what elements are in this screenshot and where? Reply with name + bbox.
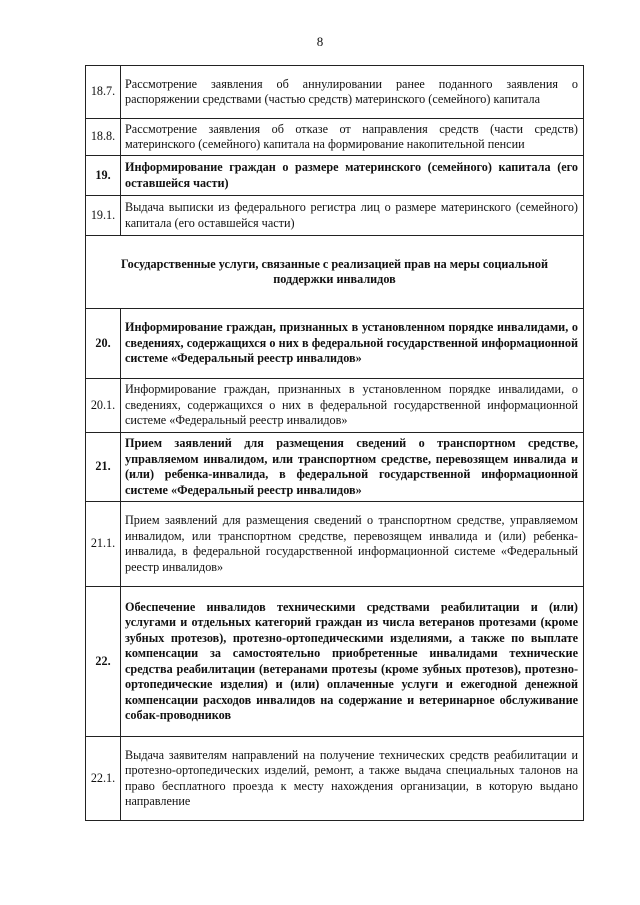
row-number: 19. [86, 156, 121, 196]
row-number: 21. [86, 433, 121, 502]
table-row [86, 309, 584, 379]
row-number: 19.1. [86, 196, 121, 236]
row-number: 22.1. [86, 737, 121, 821]
row-number: 18.8. [86, 119, 121, 156]
row-text: Выдача заявителям направлений на получение технических средств реабилитации и протезно-ортопедических изделий, ремонт, а также выдача специальных талонов на право бесплатного проезда к месту нахождения организации, в которую выдано направление [121, 737, 584, 821]
section-heading: Государственные услуги, связанные с реализацией прав на меры социальной поддержки инвалидов [86, 236, 584, 309]
row-number: 18.7. [86, 66, 121, 119]
table-row [86, 433, 584, 502]
row-text: Рассмотрение заявления об аннулировании ранее поданного заявления о распоряжении средствами (частью средств) материнского (семейного) капитала [121, 66, 584, 119]
row-number: 20. [86, 309, 121, 379]
table-row [86, 156, 584, 196]
table-row [86, 119, 584, 156]
table-row [86, 66, 584, 119]
section-row [86, 236, 584, 309]
table-row [86, 379, 584, 433]
table-row [86, 196, 584, 236]
table-row [86, 587, 584, 737]
row-text: Информирование граждан, признанных в установленном порядке инвалидами, о сведениях, содержащихся о них в федеральной государственной информационной системе «Федеральный реестр инвалидов» [121, 379, 584, 433]
page-number: 8 [316, 34, 324, 49]
table-row [86, 737, 584, 821]
row-text: Обеспечение инвалидов техническими средствами реабилитации и (или) услугами и отдельных категорий граждан из числа ветеранов протезами (кроме зубных протезов), протезно-ортопедическими изделиями, а также по выплате компенсации за самостоятельно приобретенные инвалидами технические средства реабилитации (ветеранами протезы (кроме зубных протезов), протезно-ортопедические изделия) и (или) оплаченные услуги и ежегодной денежной компенсации расходов инвалидов на содержание и ветеринарное обслуживание собак-проводников [121, 587, 584, 737]
row-text: Информирование граждан о размере материнского (семейного) капитала (его оставшейся части) [121, 156, 584, 196]
row-text: Выдача выписки из федерального регистра лиц о размере материнского (семейного) капитала (его оставшейся части) [121, 196, 584, 236]
row-number: 21.1. [86, 502, 121, 587]
row-number: 22. [86, 587, 121, 737]
services-table [85, 65, 584, 821]
row-text: Информирование граждан, признанных в установленном порядке инвалидами, о сведениях, содержащихся о них в федеральной государственной информационной системе «Федеральный реестр инвалидов» [121, 309, 584, 379]
row-text: Прием заявлений для размещения сведений о транспортном средстве, управляемом инвалидом, или транспортном средстве, перевозящем инвалида и (или) ребенка-инвалида, в федеральной государственной информационной системе «Федеральный реестр инвалидов» [121, 502, 584, 587]
table-row [86, 502, 584, 587]
row-text: Рассмотрение заявления об отказе от направления средств (части средств) материнского (семейного) капитала на формирование накопительной пенсии [121, 119, 584, 156]
row-number: 20.1. [86, 379, 121, 433]
row-text: Прием заявлений для размещения сведений о транспортном средстве, управляемом инвалидом, или транспортном средстве, перевозящем инвалида и (или) ребенка-инвалида, в федеральной государственной информационной системе «Федеральный реестр инвалидов» [121, 433, 584, 502]
